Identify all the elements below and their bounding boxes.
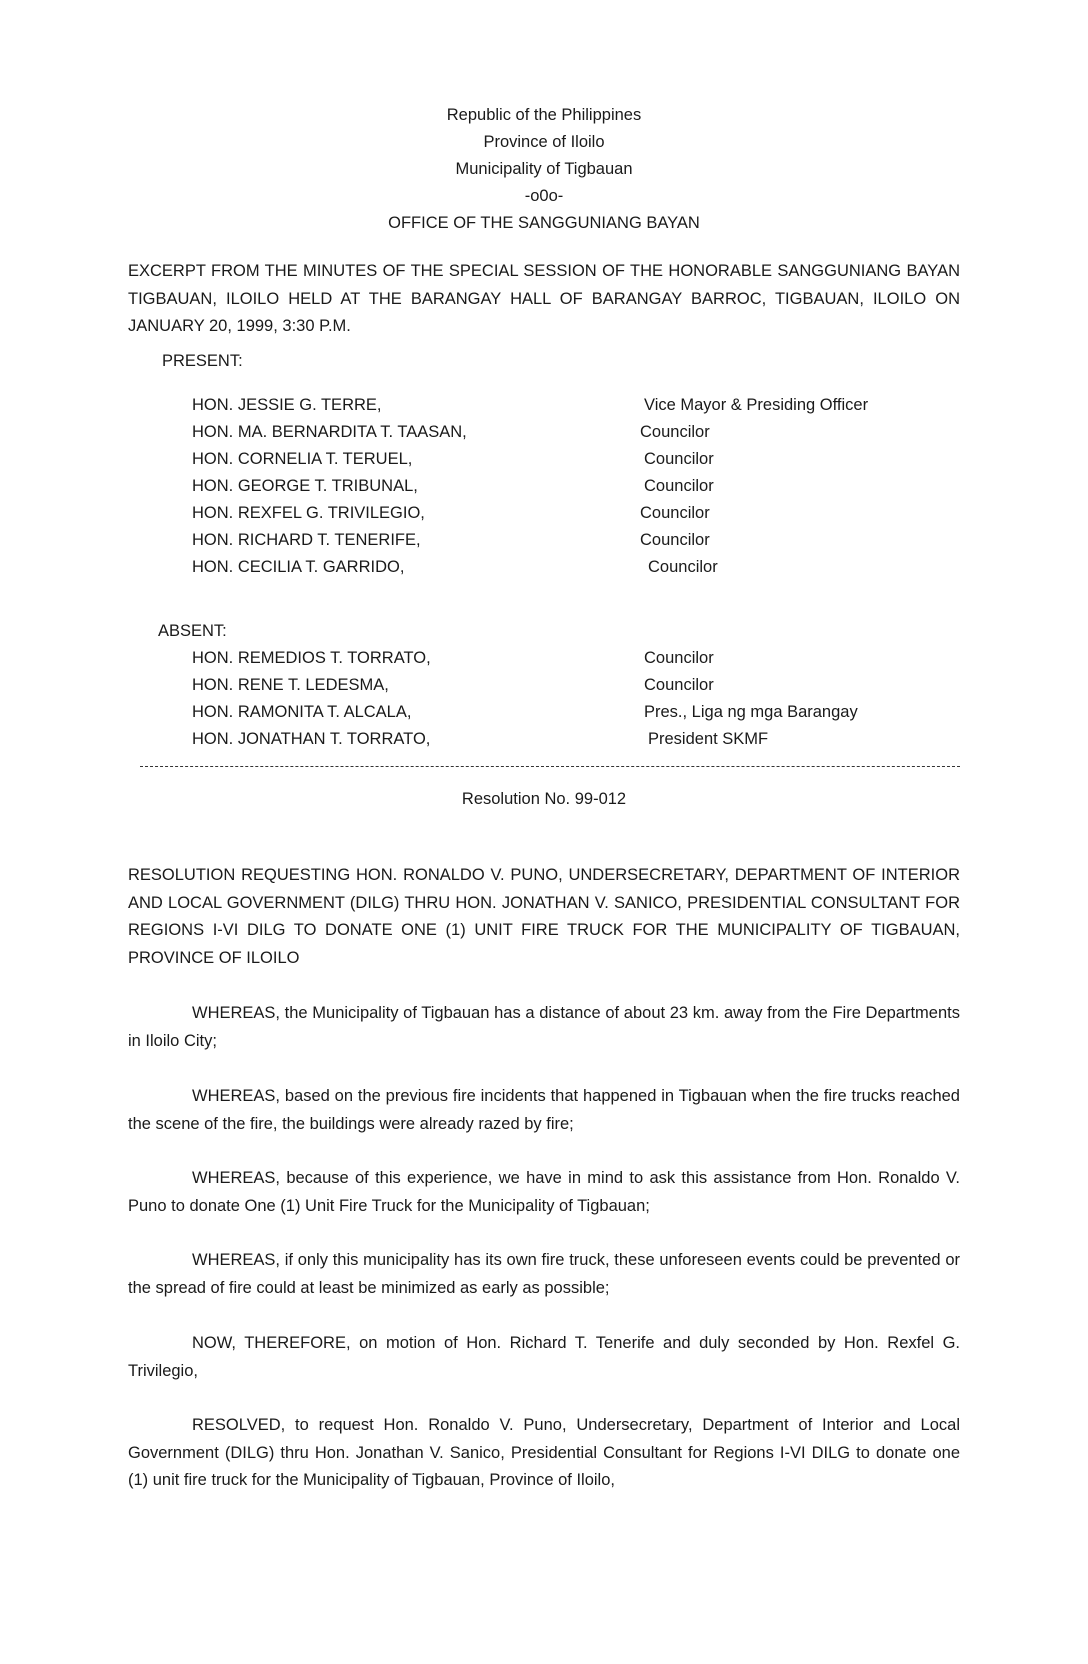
present-member xyxy=(192,396,972,423)
absent-member xyxy=(192,730,972,757)
member-name: HON. REXFEL G. TRIVILEGIO, xyxy=(192,504,425,522)
resolution-title: RESOLUTION REQUESTING HON. RONALDO V. PUNO, UNDERSECRETARY, DEPARTMENT OF INTERIOR AND LOCAL GOVERNMENT (DILG) THRU HON. JONATHAN V. SANICO, PRESIDENTIAL CONSULTANT FOR REGIONS I-VI DILG TO DONATE ONE (1) UNIT FIRE TRUCK FOR THE MUNICIPALITY OF TIGBAUAN, PROVINCE OF ILOILO xyxy=(128,866,960,967)
present-member xyxy=(192,423,972,450)
member-role: Councilor xyxy=(644,649,714,667)
now-therefore-paragraph xyxy=(128,1330,960,1385)
member-name: HON. GEORGE T. TRIBUNAL, xyxy=(192,477,418,495)
paragraph-text: WHEREAS, because of this experience, we have in mind to ask this assistance from Hon. Ronaldo V. Puno to donate One (1) Unit Fire Truck for the Municipality of Tigbauan; xyxy=(128,1169,960,1215)
absent-member xyxy=(192,676,972,703)
present-member xyxy=(192,531,972,558)
member-name: HON. REMEDIOS T. TORRATO, xyxy=(192,649,431,667)
present-member xyxy=(192,477,972,504)
header-republic: Republic of the Philippines xyxy=(446,106,642,124)
member-name: HON. CORNELIA T. TERUEL, xyxy=(192,450,413,468)
present-member xyxy=(192,450,972,477)
resolution-number: Resolution No. 99-012 xyxy=(461,790,627,808)
present-label: PRESENT: xyxy=(162,352,243,370)
dashed-separator xyxy=(140,766,960,767)
member-role: Councilor xyxy=(640,531,710,549)
member-role: Councilor xyxy=(644,450,714,468)
member-role: Councilor xyxy=(644,477,714,495)
member-role: Pres., Liga ng mga Barangay xyxy=(644,703,858,721)
header-divider-mark: -o0o- xyxy=(524,187,564,205)
member-role: Councilor xyxy=(648,558,718,576)
excerpt-text: EXCERPT FROM THE MINUTES OF THE SPECIAL SESSION OF THE HONORABLE SANGGUNIANG BAYAN TIGBAUAN, ILOILO HELD AT THE BARANGAY HALL OF BARANGAY BARROC, TIGBAUAN, ILOILO ON JANUARY 20, 1999, 3:30 P.M. xyxy=(128,262,960,335)
member-name: HON. RENE T. LEDESMA, xyxy=(192,676,389,694)
member-role: Councilor xyxy=(640,423,710,441)
paragraph-text: WHEREAS, based on the previous fire incidents that happened in Tigbauan when the fire trucks reached the scene of the fire, the buildings were already razed by fire; xyxy=(128,1087,960,1133)
present-member xyxy=(192,558,972,585)
whereas-paragraph-1 xyxy=(128,1000,960,1055)
header-province: Province of Iloilo xyxy=(483,133,605,151)
absent-member xyxy=(192,703,972,730)
paragraph-text: WHEREAS, the Municipality of Tigbauan has a distance of about 23 km. away from the Fire Departments in Iloilo City; xyxy=(128,1004,960,1050)
header-office: OFFICE OF THE SANGGUNIANG BAYAN xyxy=(388,214,700,232)
member-name: HON. CECILIA T. GARRIDO, xyxy=(192,558,405,576)
member-name: HON. RICHARD T. TENERIFE, xyxy=(192,531,421,549)
member-name: HON. JONATHAN T. TORRATO, xyxy=(192,730,431,748)
absent-label: ABSENT: xyxy=(158,622,227,640)
member-role: Vice Mayor & Presiding Officer xyxy=(644,396,869,414)
paragraph-text: WHEREAS, if only this municipality has its own fire truck, these unforeseen events could be prevented or the spread of fire could at least be minimized as early as possible; xyxy=(128,1251,960,1297)
paragraph-text: NOW, THEREFORE, on motion of Hon. Richard T. Tenerife and duly seconded by Hon. Rexfel G. Trivilegio, xyxy=(128,1334,960,1380)
letterhead xyxy=(0,102,1088,237)
whereas-paragraph-4 xyxy=(128,1247,960,1302)
member-role: Councilor xyxy=(644,676,714,694)
member-name: HON. JESSIE G. TERRE, xyxy=(192,396,382,414)
resolved-paragraph xyxy=(128,1412,960,1495)
present-member xyxy=(192,504,972,531)
member-role: President SKMF xyxy=(648,730,769,748)
member-name: HON. MA. BERNARDITA T. TAASAN, xyxy=(192,423,467,441)
excerpt-block xyxy=(128,258,960,341)
member-role: Councilor xyxy=(640,504,710,522)
whereas-paragraph-2 xyxy=(128,1083,960,1138)
paragraph-text: RESOLVED, to request Hon. Ronaldo V. Puno, Undersecretary, Department of Interior and Local Government (DILG) thru Hon. Jonathan V. Sanico, Presidential Consultant for Regions I-VI DILG to donate one (1) unit fire truck for the Municipality of Tigbauan, Province of Iloilo, xyxy=(128,1416,960,1489)
header-municipality: Municipality of Tigbauan xyxy=(455,160,633,178)
whereas-paragraph-3 xyxy=(128,1165,960,1220)
member-name: HON. RAMONITA T. ALCALA, xyxy=(192,703,412,721)
absent-member xyxy=(192,649,972,676)
